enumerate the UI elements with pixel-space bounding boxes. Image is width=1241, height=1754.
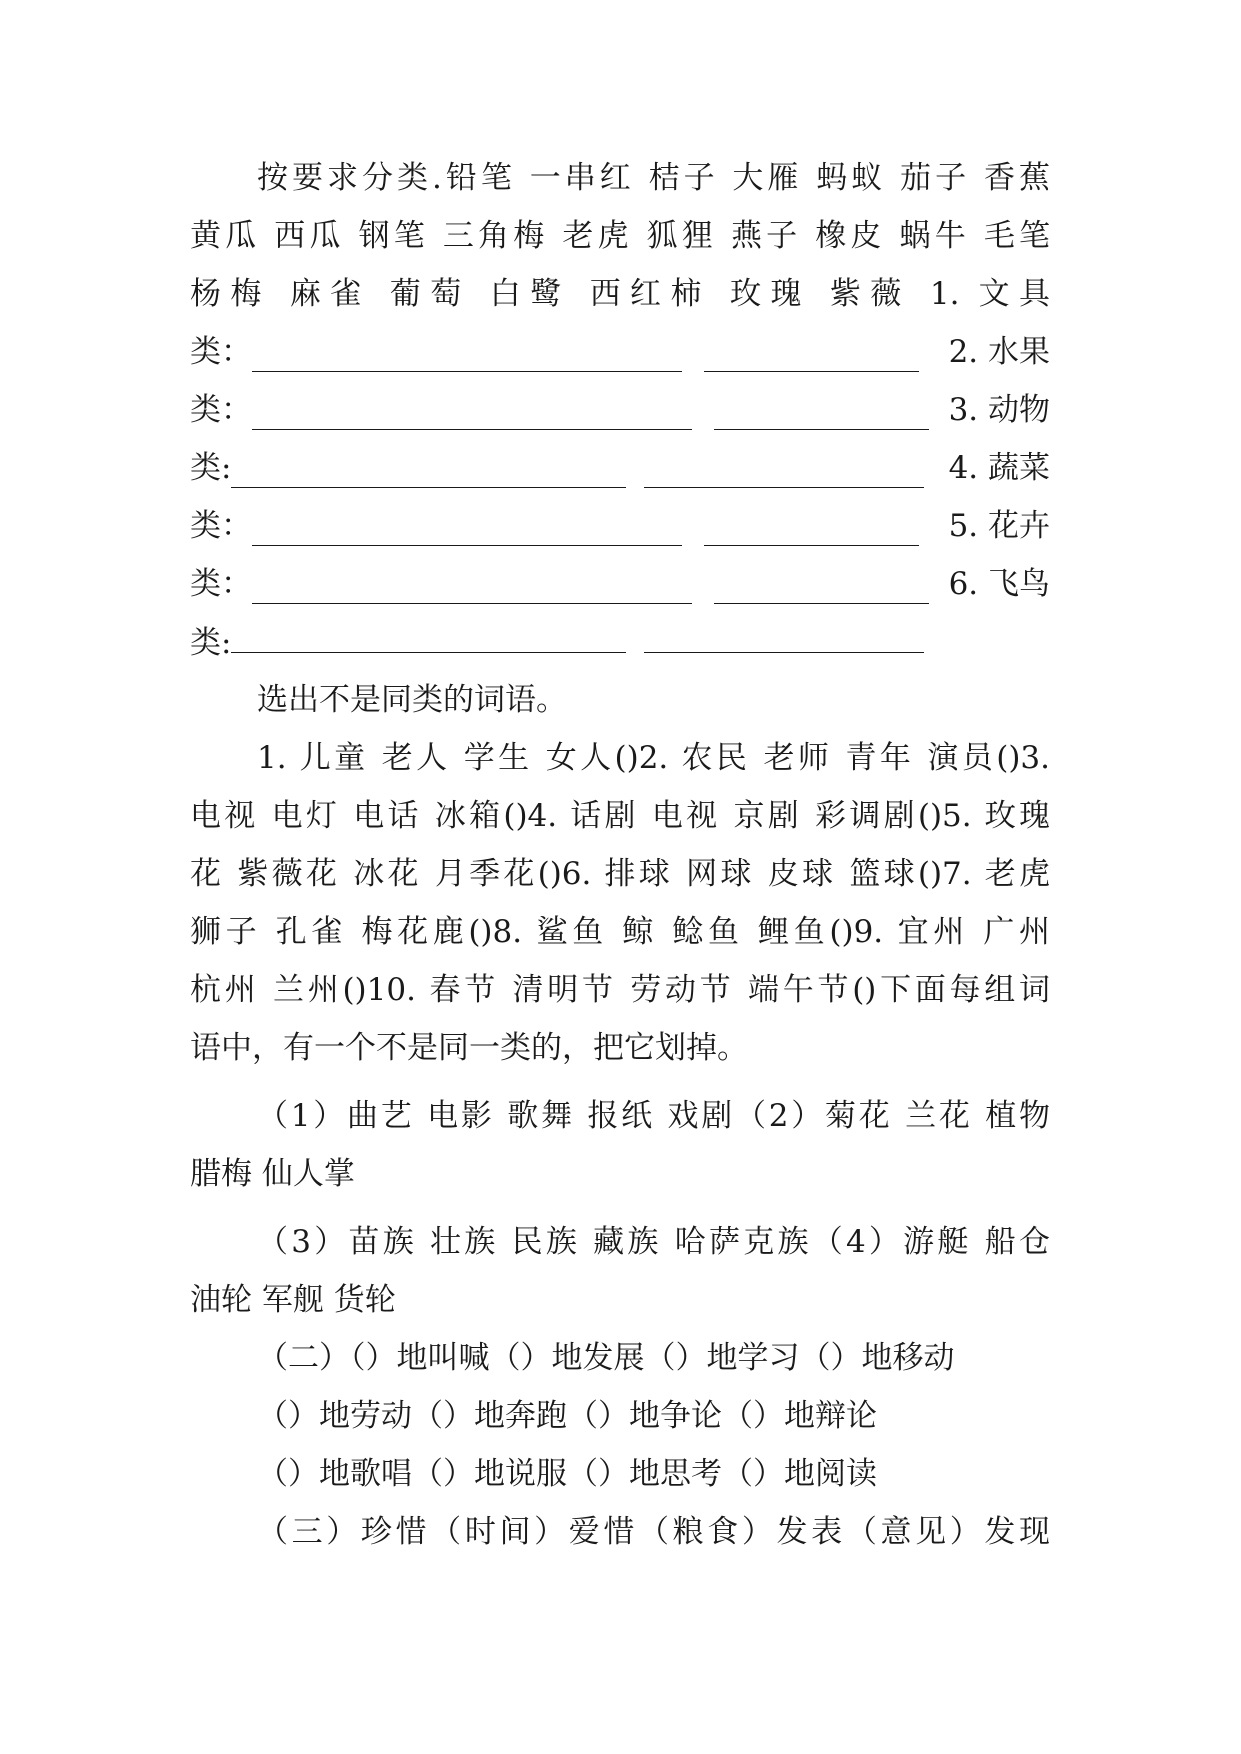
paragraph-line: 花 紫薇花 冰花 月季花()6. 排球 网球 皮球 篮球()7. 老虎 <box>190 856 1050 892</box>
paragraph-line: 油轮 军舰 货轮 <box>190 1282 396 1318</box>
answer-row-1 <box>190 332 1050 372</box>
answer-row-6 <box>190 622 1050 662</box>
row-prefix: 类： <box>190 334 252 370</box>
row-prefix: 类: <box>190 450 232 486</box>
next-category-label: 2. 水果 <box>948 334 1050 370</box>
next-category-label: 6. 飞鸟 <box>948 566 1050 602</box>
answer-blank[interactable] <box>704 515 919 546</box>
answer-row-2 <box>190 390 1050 430</box>
answer-blank[interactable] <box>231 622 626 653</box>
paragraph-line: （二）（）地叫喊（）地发展（）地学习（）地移动 <box>257 1340 955 1376</box>
classify-intro-line-1: 按要求分类.铅笔 一串红 桔子 大雁 蚂蚁 茄子 香蕉 <box>257 160 1050 196</box>
next-category-label: 3. 动物 <box>948 392 1050 428</box>
classify-intro-line-2: 黄瓜 西瓜 钢笔 三角梅 老虎 狐狸 燕子 橡皮 蜗牛 毛笔 <box>190 218 1050 254</box>
classify-intro-line-3: 杨梅 麻雀 葡萄 白鹭 西红柿 玫瑰 紫薇 1. 文具 <box>190 276 1050 312</box>
paragraph-line: （3）苗族 壮族 民族 藏族 哈萨克族（4）游艇 船仓 <box>257 1224 1050 1260</box>
section-heading: 选出不是同类的词语。 <box>257 682 567 718</box>
paragraph-line: （）地劳动（）地奔跑（）地争论（）地辩论 <box>257 1398 877 1434</box>
row-prefix: 类： <box>190 392 252 428</box>
row-prefix: 类： <box>190 508 252 544</box>
answer-blank[interactable] <box>252 515 682 546</box>
next-category-label: 5. 花卉 <box>948 508 1050 544</box>
answer-blank[interactable] <box>644 457 924 488</box>
answer-blank[interactable] <box>714 399 929 430</box>
paragraph-line: 1. 儿童 老人 学生 女人()2. 农民 老师 青年 演员()3. <box>257 740 1050 776</box>
paragraph-line: （1）曲艺 电影 歌舞 报纸 戏剧（2）菊花 兰花 植物 <box>257 1098 1050 1134</box>
answer-blank[interactable] <box>704 341 919 372</box>
answer-blank[interactable] <box>252 399 692 430</box>
paragraph-line: 电视 电灯 电话 冰箱()4. 话剧 电视 京剧 彩调剧()5. 玫瑰 <box>190 798 1050 834</box>
paragraph-line: （）地歌唱（）地说服（）地思考（）地阅读 <box>257 1456 877 1492</box>
next-category-label: 4. 蔬菜 <box>948 450 1050 486</box>
answer-blank[interactable] <box>714 573 929 604</box>
answer-row-3 <box>190 448 1050 488</box>
paragraph-line: （三）珍惜（时间）爱惜（粮食）发表（意见）发现 <box>257 1514 1050 1550</box>
row-prefix: 类: <box>190 625 232 661</box>
answer-blank[interactable] <box>252 573 692 604</box>
paragraph-line: 杭州 兰州()10. 春节 清明节 劳动节 端午节()下面每组词 <box>190 972 1050 1008</box>
answer-blank[interactable] <box>231 457 626 488</box>
answer-blank[interactable] <box>644 622 924 653</box>
paragraph-line: 腊梅 仙人掌 <box>190 1156 355 1192</box>
paragraph-line: 狮子 孔雀 梅花鹿()8. 鲨鱼 鲸 鲶鱼 鲤鱼()9. 宜州 广州 <box>190 914 1050 950</box>
row-prefix: 类： <box>190 566 252 602</box>
answer-blank[interactable] <box>252 341 682 372</box>
paragraph-line: 语中，有一个不是同一类的，把它划掉。 <box>190 1030 748 1066</box>
answer-row-5 <box>190 564 1050 604</box>
answer-row-4 <box>190 506 1050 546</box>
